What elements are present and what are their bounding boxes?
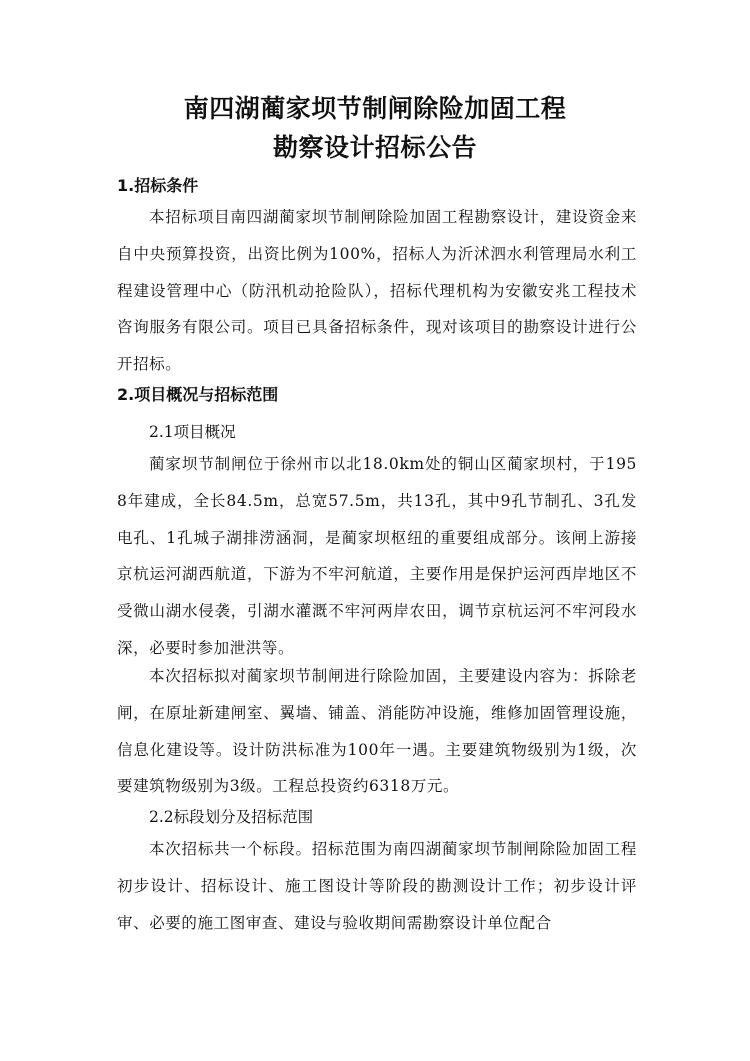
document-title-line2: 勘察设计招标公告 [272,133,477,162]
section2-1-paragraph1: 蔺家坝节制闸位于徐州市以北18.0km处的铜山区蔺家坝村，于1958年建成，全长84.5m，总宽57.5m，共13孔，其中9孔节制孔、3孔发电孔、1孔城子湖排涝涵洞，是蔺家坝枢纽的重要组成部分。该闸上游接京杭运河湖西航道，下游为不牢河航道，主要作用是保护运河西岸地区不受微山湖水侵袭，引湖水灌溉不牢河两岸农田，调节京杭运河不牢河段水深，必要时参加泄洪等。 [117,455,637,657]
section2-heading: 2.项目概况与招标范围 [117,385,279,404]
document-title-line1: 南四湖蔺家坝节制闸除险加固工程 [183,94,567,123]
section2-1-paragraph2: 本次招标拟对蔺家坝节制闸进行除险加固，主要建设内容为：拆除老闸，在原址新建闸室、翼墙、铺盖、消能防冲设施，维修加固管理设施，信息化建设等。设计防洪标准为100年一遇。主要建筑物级别为1级，次要建筑物级别为3级。工程总投资约6318万元。 [117,667,637,796]
section2-2-heading: 2.2标段划分及招标范围 [149,808,314,826]
section1-heading: 1.招标条件 [117,176,199,195]
section1-paragraph: 本招标项目南四湖蔺家坝节制闸除险加固工程勘察设计，建设资金来自中央预算投资，出资比例为100%，招标人为沂沭泗水利管理局水利工程建设管理中心（防汛机动抢险队），招标代理机构为安徽安兆工程技术咨询服务有限公司。项目已具备招标条件，现对该项目的勘察设计进行公开招标。 [117,208,637,374]
section2-2-paragraph: 本次招标共一个标段。招标范围为南四湖蔺家坝节制闸除险加固工程初步设计、招标设计、施工图设计等阶段的勘测设计工作；初步设计评审、必要的施工图审查、建设与验收期间需勘察设计单位配合 [117,840,637,932]
section2-1-heading: 2.1项目概况 [149,423,236,441]
